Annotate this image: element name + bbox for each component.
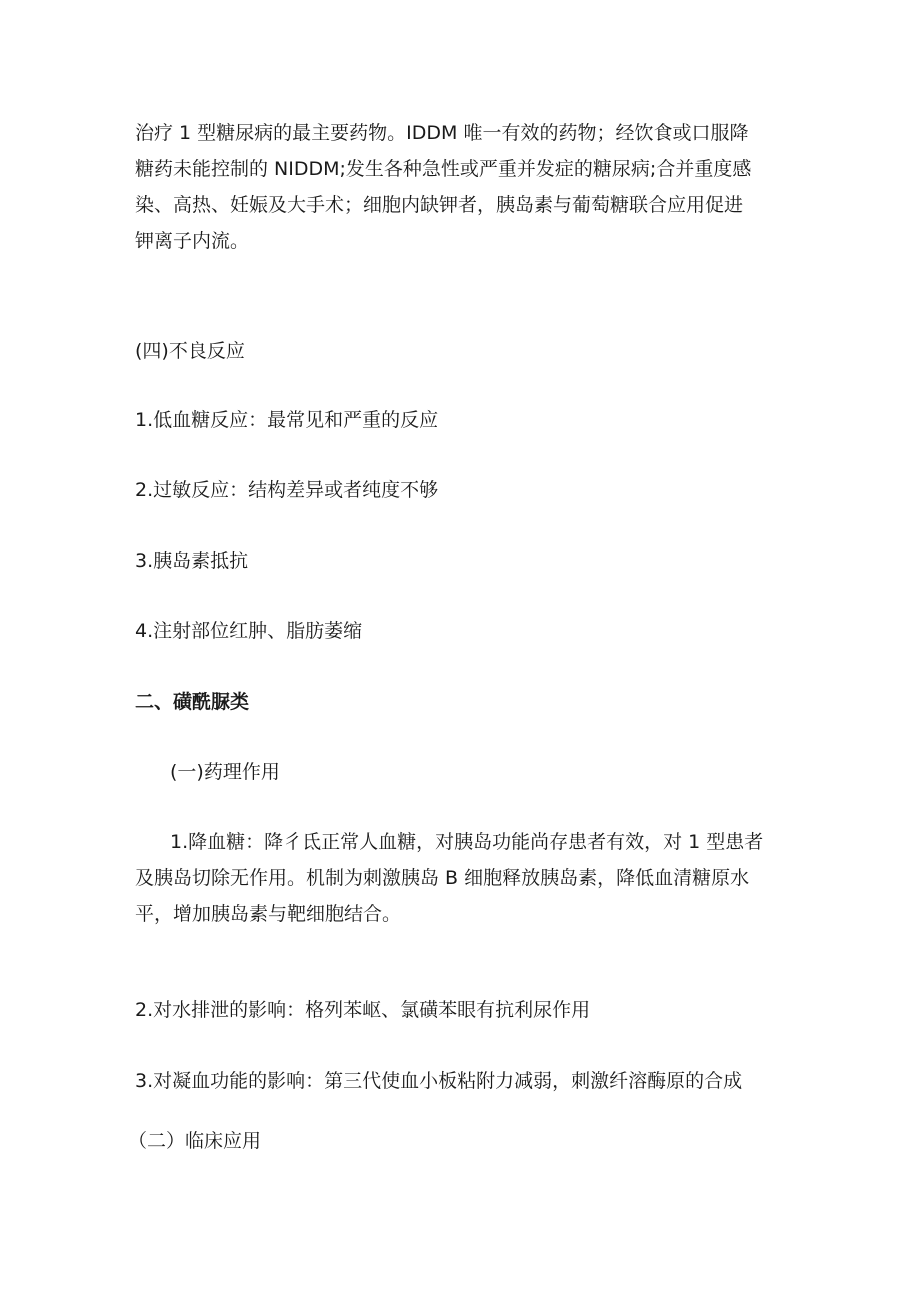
adverse-item-4: 4.注射部位红肿、脂肪萎缩	[135, 620, 363, 642]
paragraph-line: 染、高热、妊娠及大手术；细胞内缺钾者，胰岛素与葡萄糖联合应用促进	[135, 194, 744, 216]
insulin-indications-paragraph	[135, 115, 790, 259]
paragraph-line: 1.降血糖：降彳氐正常人血糖，对胰岛功能尚存患者有效，对 1 型患者	[170, 831, 764, 853]
clinical-application-heading: （二）临床应用	[128, 1130, 262, 1152]
paragraph-line: 糖药未能控制的 NIDDM;发生各种急性或严重并发症的糖尿病;合并重度感	[135, 158, 752, 180]
adverse-reactions-heading: (四)不良反应	[135, 340, 245, 362]
pharmacology-item-3: 3.对凝血功能的影响：第三代使血小板粘附力减弱，刺激纤溶酶原的合成	[135, 1070, 743, 1092]
pharmacology-item-1	[135, 824, 790, 932]
pharmacology-heading: (一)药理作用	[170, 761, 280, 783]
pharmacology-item-2: 2.对水排泄的影响：格列苯岖、氯磺苯眼有抗利尿作用	[135, 999, 591, 1021]
adverse-item-3: 3.胰岛素抵抗	[135, 550, 249, 572]
section-heading-sulfonylureas: 二、磺酰脲类	[135, 691, 250, 713]
paragraph-line: 治疗 1 型糖尿病的最主要药物。IDDM 唯一有效的药物；经饮食或口服降	[135, 122, 749, 144]
paragraph-line: 平，增加胰岛素与靶细胞结合。	[135, 903, 402, 925]
adverse-item-2: 2.过敏反应：结构差异或者纯度不够	[135, 479, 439, 501]
paragraph-line: 钾离子内流。	[135, 230, 250, 252]
paragraph-line: 及胰岛切除无作用。机制为刺激胰岛 B 细胞释放胰岛素，降低血清糖原水	[135, 867, 750, 889]
adverse-item-1: 1.低血糖反应：最常见和严重的反应	[135, 409, 439, 431]
